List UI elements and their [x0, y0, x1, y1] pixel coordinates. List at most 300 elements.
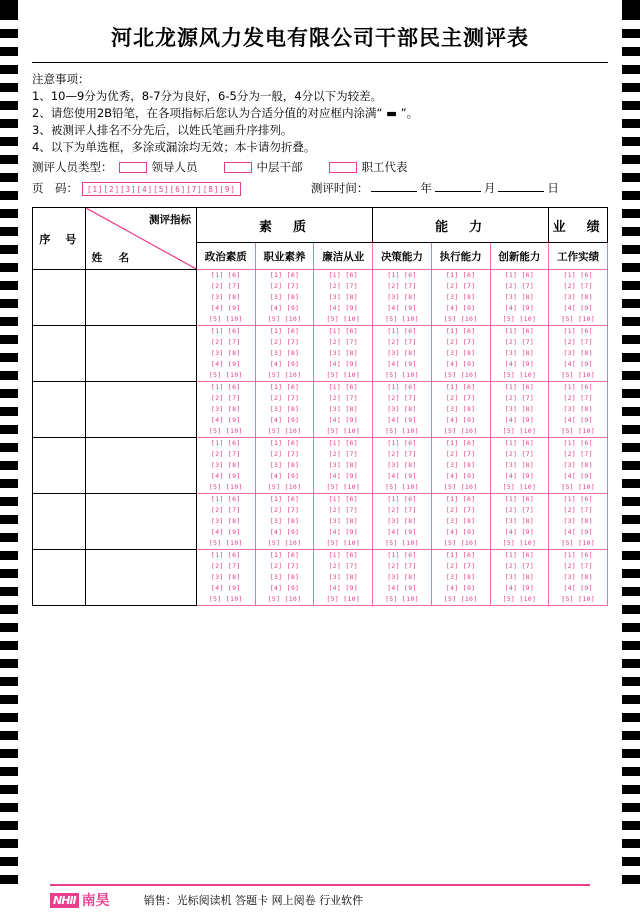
bubble-group-cell[interactable]	[255, 494, 314, 550]
bubble-option[interactable]: [1] [6]	[563, 327, 593, 335]
date-year-blank[interactable]	[371, 179, 417, 192]
bubble-option[interactable]: [1] [6]	[563, 439, 593, 447]
timing-mark	[0, 299, 18, 308]
timing-mark	[622, 713, 640, 722]
bubble-group-cell[interactable]	[549, 270, 608, 326]
bubble-option[interactable]: [4] [9]	[563, 304, 593, 312]
bubble-group-cell[interactable]	[490, 550, 549, 606]
bubble-option[interactable]: [1] [6]	[504, 495, 535, 503]
bubble-option[interactable]: [3] [8]	[328, 349, 358, 357]
bubble-option[interactable]: [5] [10]	[385, 483, 419, 491]
bubble-option[interactable]: [3] [8]	[387, 405, 417, 413]
bubble-option[interactable]: [4] [9]	[328, 360, 358, 368]
bubble-option[interactable]: [4] [9]	[387, 304, 417, 312]
bubble-option[interactable]: [4] [9]	[269, 584, 300, 592]
checkbox-icon[interactable]	[224, 162, 252, 173]
bubble-group-cell[interactable]	[431, 326, 490, 382]
bubble-option[interactable]: [2] [7]	[211, 282, 241, 290]
timing-mark	[0, 497, 18, 506]
bubble-group-cell[interactable]	[373, 326, 432, 382]
bubble-option[interactable]: [1] [6]	[328, 439, 358, 447]
bubble-group-cell[interactable]	[549, 438, 608, 494]
bubble-option[interactable]: [1] [6]	[211, 271, 241, 279]
bubble-group-cell[interactable]	[373, 550, 432, 606]
bubble-option[interactable]: [2] [7]	[387, 506, 417, 514]
bubble-option[interactable]: [3] [8]	[211, 293, 241, 301]
bubble-option[interactable]: [4] [9]	[563, 416, 593, 424]
bubble-option[interactable]: [1] [6]	[387, 551, 417, 559]
bubble-option[interactable]: [5] [10]	[502, 315, 537, 323]
bubble-option[interactable]: [2] [7]	[445, 450, 476, 458]
bubble-group-cell[interactable]	[549, 550, 608, 606]
bubble-option[interactable]: [2] [7]	[504, 506, 535, 514]
bubble-option[interactable]: [5] [10]	[443, 483, 478, 491]
bubble-group-cell[interactable]	[490, 382, 549, 438]
bubble-option[interactable]: [5] [10]	[208, 371, 243, 379]
timing-mark	[622, 119, 640, 128]
bubble-option[interactable]: [1] [6]	[269, 383, 300, 391]
bubble-option[interactable]: [3] [8]	[504, 405, 535, 413]
bubble-option[interactable]: [4] [9]	[328, 304, 358, 312]
table-row	[33, 438, 608, 494]
bubble-option[interactable]: [3] [8]	[269, 517, 300, 525]
bubble-option[interactable]: [3] [8]	[211, 405, 241, 413]
bubble-option[interactable]: [2] [7]	[269, 394, 300, 402]
date-unit-day: 日	[547, 181, 559, 195]
bubble-group-cell[interactable]	[490, 270, 549, 326]
bubble-option[interactable]: [3] [8]	[445, 405, 476, 413]
bubble-option[interactable]: [2] [7]	[211, 450, 241, 458]
bubble-option[interactable]: [3] [8]	[563, 293, 593, 301]
bubble-group-cell[interactable]	[549, 326, 608, 382]
bubble-option[interactable]: [5] [10]	[267, 427, 302, 435]
bubble-option[interactable]: [5] [10]	[208, 483, 243, 491]
bubble-option[interactable]: [5] [10]	[561, 483, 595, 491]
bubble-option[interactable]: [3] [8]	[504, 461, 535, 469]
bubble-option[interactable]: [3] [8]	[328, 405, 358, 413]
row-seq-cell[interactable]	[33, 326, 86, 382]
bubble-option[interactable]: [3] [8]	[328, 517, 358, 525]
bubble-group-cell[interactable]	[431, 550, 490, 606]
bubble-option[interactable]: [4] [9]	[328, 472, 358, 480]
bubble-option[interactable]: [5] [10]	[443, 371, 478, 379]
bubble-option[interactable]: [2] [7]	[504, 338, 535, 346]
row-name-cell[interactable]	[85, 382, 196, 438]
bubble-option[interactable]: [5] [10]	[561, 539, 595, 547]
bubble-option[interactable]: [2] [7]	[563, 282, 593, 290]
bubble-option[interactable]: [5] [10]	[561, 595, 595, 603]
bubble-option[interactable]: [4] [9]	[211, 472, 241, 480]
bubble-option[interactable]: [4] [9]	[211, 360, 241, 368]
bubble-option[interactable]: [5] [10]	[326, 427, 361, 435]
bubble-option[interactable]: [4] [9]	[387, 416, 417, 424]
timing-mark	[622, 155, 640, 164]
bubble-option[interactable]: [3] [8]	[563, 461, 593, 469]
bubble-group-cell[interactable]	[314, 550, 373, 606]
bubble-option[interactable]: [1] [6]	[504, 551, 535, 559]
page-number-bubbles[interactable]: [1][2][3][4][5][6][7][8][9]	[82, 182, 241, 196]
bubble-option[interactable]: [1] [6]	[504, 383, 535, 391]
bubble-option[interactable]: [2] [7]	[563, 394, 593, 402]
bubble-option[interactable]: [4] [9]	[328, 584, 358, 592]
bubble-option[interactable]: [5] [10]	[208, 539, 243, 547]
bubble-option[interactable]: [1] [6]	[269, 271, 300, 279]
timing-mark	[622, 407, 640, 416]
bubble-option[interactable]: [1] [6]	[328, 383, 358, 391]
bubble-option[interactable]: [1] [6]	[387, 383, 417, 391]
bubble-option[interactable]: [1] [6]	[504, 271, 535, 279]
bubble-option[interactable]: [3] [8]	[211, 573, 241, 581]
bubble-option[interactable]: [5] [10]	[326, 483, 361, 491]
bubble-group-cell[interactable]	[490, 438, 549, 494]
row-name-cell[interactable]	[85, 326, 196, 382]
date-month-blank[interactable]	[435, 179, 481, 192]
bubble-option[interactable]: [2] [7]	[563, 562, 593, 570]
bubble-option[interactable]: [2] [7]	[269, 506, 300, 514]
bubble-group-cell[interactable]	[490, 494, 549, 550]
bubble-option[interactable]: [2] [7]	[269, 282, 300, 290]
bubble-group-cell[interactable]	[431, 438, 490, 494]
bubble-option[interactable]: [2] [7]	[387, 282, 417, 290]
header-sub-0: 政治素质	[196, 243, 255, 270]
bubble-option[interactable]: [2] [7]	[328, 282, 358, 290]
bubble-option[interactable]: [1] [6]	[445, 495, 476, 503]
bubble-option[interactable]: [1] [6]	[445, 383, 476, 391]
evaluator-type-option-leader[interactable]	[119, 159, 198, 175]
bubble-option[interactable]: [3] [8]	[269, 573, 300, 581]
bubble-option[interactable]: [3] [8]	[504, 293, 535, 301]
bubble-option[interactable]: [4] [9]	[504, 528, 535, 536]
bubble-group-cell[interactable]	[549, 494, 608, 550]
timing-mark	[0, 731, 18, 740]
bubble-option[interactable]: [4] [9]	[387, 472, 417, 480]
bubble-option[interactable]: [1] [6]	[211, 327, 241, 335]
bubble-option[interactable]: [4] [9]	[387, 528, 417, 536]
bubble-option[interactable]: [1] [6]	[387, 271, 417, 279]
bubble-group-cell[interactable]	[255, 270, 314, 326]
bubble-option[interactable]: [3] [8]	[269, 349, 300, 357]
bubble-option[interactable]: [1] [6]	[269, 327, 300, 335]
timing-marks-left	[0, 0, 18, 918]
bubble-group-cell[interactable]	[373, 438, 432, 494]
bubble-option[interactable]: [2] [7]	[269, 562, 300, 570]
bubble-option[interactable]: [2] [7]	[211, 394, 241, 402]
bubble-group-cell[interactable]	[373, 382, 432, 438]
bubble-option[interactable]: [4] [9]	[445, 472, 476, 480]
bubble-option[interactable]: [5] [10]	[502, 595, 537, 603]
bubble-option[interactable]: [4] [9]	[211, 528, 241, 536]
bubble-option[interactable]: [1] [6]	[563, 271, 593, 279]
row-seq-cell[interactable]	[33, 270, 86, 326]
bubble-option[interactable]: [3] [8]	[563, 517, 593, 525]
evaluator-type-option-middle[interactable]	[224, 159, 303, 175]
bubble-option[interactable]: [4] [9]	[504, 584, 535, 592]
bubble-option[interactable]: [5] [10]	[443, 539, 478, 547]
bubble-option[interactable]: [5] [10]	[267, 539, 302, 547]
bubble-option[interactable]: [2] [7]	[445, 506, 476, 514]
bubble-group-cell[interactable]	[373, 270, 432, 326]
bubble-option[interactable]: [4] [9]	[211, 584, 241, 592]
evaluator-type-option-staff[interactable]	[329, 159, 408, 175]
bubble-option[interactable]: [3] [8]	[269, 461, 300, 469]
bubble-option[interactable]: [4] [9]	[211, 416, 241, 424]
bubble-group-cell[interactable]	[490, 326, 549, 382]
bubble-option[interactable]: [1] [6]	[211, 383, 241, 391]
bubble-group-cell[interactable]	[314, 270, 373, 326]
bubble-option[interactable]: [1] [6]	[563, 383, 593, 391]
bubble-group-cell[interactable]	[255, 550, 314, 606]
bubble-option[interactable]: [5] [10]	[326, 595, 361, 603]
bubble-option[interactable]: [4] [9]	[504, 472, 535, 480]
bubble-option[interactable]: [2] [7]	[504, 450, 535, 458]
bubble-option[interactable]: [1] [6]	[211, 495, 241, 503]
bubble-group-cell[interactable]	[431, 270, 490, 326]
header-sub-6: 工作实绩	[549, 243, 608, 270]
date-field[interactable]	[311, 179, 559, 196]
bubble-option[interactable]: [1] [6]	[328, 551, 358, 559]
bubble-option[interactable]: [4] [9]	[445, 416, 476, 424]
bubble-option[interactable]: [3] [8]	[504, 517, 535, 525]
bubble-group-cell[interactable]	[196, 382, 255, 438]
bubble-option[interactable]: [5] [10]	[561, 371, 595, 379]
bubble-option[interactable]: [3] [8]	[563, 573, 593, 581]
bubble-option[interactable]: [1] [6]	[563, 551, 593, 559]
bubble-option[interactable]: [2] [7]	[211, 338, 241, 346]
bubble-option[interactable]: [2] [7]	[387, 338, 417, 346]
bubble-option[interactable]: [3] [8]	[445, 573, 476, 581]
bubble-option[interactable]: [1] [6]	[269, 439, 300, 447]
bubble-option[interactable]: [5] [10]	[502, 483, 537, 491]
row-seq-cell[interactable]	[33, 438, 86, 494]
timing-mark-corner	[622, 0, 640, 20]
bubble-group-cell[interactable]	[314, 382, 373, 438]
bubble-option[interactable]: [5] [10]	[208, 427, 243, 435]
bubble-group-cell[interactable]	[255, 382, 314, 438]
bubble-option[interactable]: [1] [6]	[328, 271, 358, 279]
bubble-option[interactable]: [5] [10]	[385, 315, 419, 323]
timing-mark	[0, 155, 18, 164]
bubble-option[interactable]: [1] [6]	[269, 495, 300, 503]
checkbox-icon[interactable]	[119, 162, 147, 173]
row-seq-cell[interactable]	[33, 494, 86, 550]
bubble-option[interactable]: [5] [10]	[267, 595, 302, 603]
bubble-group-cell[interactable]	[196, 550, 255, 606]
bubble-option[interactable]: [3] [8]	[445, 461, 476, 469]
bubble-option[interactable]: [1] [6]	[211, 439, 241, 447]
bubble-option[interactable]: [2] [7]	[328, 506, 358, 514]
bubble-group-cell[interactable]	[314, 494, 373, 550]
bubble-option[interactable]: [2] [7]	[445, 282, 476, 290]
bubble-option[interactable]: [5] [10]	[561, 315, 595, 323]
bubble-option[interactable]: [2] [7]	[387, 450, 417, 458]
bubble-option[interactable]: [3] [8]	[387, 573, 417, 581]
bubble-option[interactable]: [3] [8]	[387, 517, 417, 525]
evaluator-type-option-label: 领导人员	[151, 160, 198, 174]
bubble-group-cell[interactable]	[373, 494, 432, 550]
bubble-option[interactable]: [1] [6]	[563, 495, 593, 503]
bubble-option[interactable]: [5] [10]	[267, 371, 302, 379]
bubble-option[interactable]: [1] [6]	[504, 439, 535, 447]
bubble-option[interactable]: [1] [6]	[387, 495, 417, 503]
bubble-option[interactable]: [3] [8]	[211, 461, 241, 469]
bubble-option[interactable]: [1] [6]	[445, 327, 476, 335]
bubble-option[interactable]: [2] [7]	[504, 394, 535, 402]
bubble-option[interactable]: [4] [9]	[328, 416, 358, 424]
bubble-option[interactable]: [4] [9]	[504, 416, 535, 424]
bubble-option[interactable]: [5] [10]	[385, 427, 419, 435]
bubble-group-cell[interactable]	[314, 438, 373, 494]
bubble-option[interactable]: [5] [10]	[208, 595, 243, 603]
bubble-option[interactable]: [3] [8]	[504, 573, 535, 581]
header-sub-4: 执行能力	[431, 243, 490, 270]
bubble-option[interactable]: [4] [9]	[563, 528, 593, 536]
bubble-option[interactable]: [2] [7]	[328, 450, 358, 458]
row-name-cell[interactable]	[85, 494, 196, 550]
bubble-group-cell[interactable]	[255, 326, 314, 382]
bubble-option[interactable]: [5] [10]	[561, 427, 595, 435]
timing-mark	[622, 263, 640, 272]
bubble-group-cell[interactable]	[196, 326, 255, 382]
bubble-option[interactable]: [1] [6]	[387, 327, 417, 335]
bubble-option[interactable]: [3] [8]	[328, 293, 358, 301]
bubble-option[interactable]: [1] [6]	[328, 495, 358, 503]
bubble-option[interactable]: [4] [9]	[387, 584, 417, 592]
bubble-option[interactable]: [3] [8]	[328, 573, 358, 581]
row-name-cell[interactable]	[85, 438, 196, 494]
bubble-option[interactable]: [1] [6]	[445, 551, 476, 559]
bubble-group-cell[interactable]	[314, 326, 373, 382]
bubble-option[interactable]: [4] [9]	[563, 584, 593, 592]
bubble-option[interactable]: [4] [9]	[504, 360, 535, 368]
bubble-option[interactable]: [5] [10]	[502, 427, 537, 435]
bubble-option[interactable]: [3] [8]	[269, 293, 300, 301]
bubble-option[interactable]: [1] [6]	[328, 327, 358, 335]
bubble-option[interactable]: [5] [10]	[385, 595, 419, 603]
bubble-option[interactable]: [3] [8]	[445, 517, 476, 525]
bubble-option[interactable]: [2] [7]	[445, 394, 476, 402]
bubble-option[interactable]: [5] [10]	[326, 315, 361, 323]
bubble-option[interactable]: [4] [9]	[445, 584, 476, 592]
bubble-option[interactable]: [2] [7]	[211, 506, 241, 514]
bubble-option[interactable]: [5] [10]	[502, 371, 537, 379]
bubble-option[interactable]: [4] [9]	[563, 360, 593, 368]
bubble-option[interactable]: [5] [10]	[208, 315, 243, 323]
row-name-cell[interactable]	[85, 270, 196, 326]
note-item-1: 1、10—9分为优秀，8-7分为良好，6-5分为一般，4分以下为较差。	[32, 89, 383, 103]
bubble-option[interactable]: [1] [6]	[445, 439, 476, 447]
notes-section	[32, 71, 608, 156]
brand-name: 南昊	[81, 893, 110, 909]
bubble-option[interactable]: [5] [10]	[385, 539, 419, 547]
timing-mark	[622, 335, 640, 344]
bubble-option[interactable]: [4] [9]	[445, 360, 476, 368]
bubble-option[interactable]: [5] [10]	[502, 539, 537, 547]
bubble-option[interactable]: [3] [8]	[211, 349, 241, 357]
timing-mark	[0, 101, 18, 110]
bubble-option[interactable]: [4] [9]	[269, 528, 300, 536]
bubble-group-cell[interactable]	[196, 438, 255, 494]
bubble-group-cell[interactable]	[431, 382, 490, 438]
bubble-option[interactable]: [3] [8]	[563, 349, 593, 357]
bubble-option[interactable]: [4] [9]	[445, 304, 476, 312]
bubble-option[interactable]: [5] [10]	[443, 427, 478, 435]
bubble-option[interactable]: [3] [8]	[563, 405, 593, 413]
bubble-option[interactable]: [4] [9]	[445, 528, 476, 536]
timing-mark	[0, 281, 18, 290]
bubble-group-cell[interactable]	[196, 270, 255, 326]
row-seq-cell[interactable]	[33, 550, 86, 606]
bubble-option[interactable]: [1] [6]	[504, 327, 535, 335]
bubble-option[interactable]: [2] [7]	[387, 562, 417, 570]
bubble-option[interactable]: [5] [10]	[267, 483, 302, 491]
bubble-option[interactable]: [2] [7]	[504, 562, 535, 570]
bubble-option[interactable]: [5] [10]	[267, 315, 302, 323]
bubble-option[interactable]: [1] [6]	[445, 271, 476, 279]
row-name-cell[interactable]	[85, 550, 196, 606]
timing-mark	[622, 443, 640, 452]
row-seq-cell[interactable]	[33, 382, 86, 438]
bubble-group-cell[interactable]	[196, 494, 255, 550]
bubble-option[interactable]: [4] [9]	[387, 360, 417, 368]
bubble-option[interactable]: [3] [8]	[328, 461, 358, 469]
bubble-option[interactable]: [3] [8]	[387, 461, 417, 469]
bubble-option[interactable]: [4] [9]	[269, 304, 300, 312]
bubble-option[interactable]: [4] [9]	[269, 416, 300, 424]
bubble-option[interactable]: [2] [7]	[211, 562, 241, 570]
bubble-option[interactable]: [3] [8]	[445, 293, 476, 301]
bubble-option[interactable]: [5] [10]	[326, 371, 361, 379]
bubble-option[interactable]: [4] [9]	[328, 528, 358, 536]
bubble-option[interactable]: [4] [9]	[504, 304, 535, 312]
bubble-option[interactable]: [3] [8]	[269, 405, 300, 413]
bubble-option[interactable]: [4] [9]	[269, 360, 300, 368]
bubble-option[interactable]: [5] [10]	[443, 315, 478, 323]
bubble-option[interactable]: [4] [9]	[211, 304, 241, 312]
bubble-option[interactable]: [4] [9]	[563, 472, 593, 480]
bubble-option[interactable]: [3] [8]	[387, 293, 417, 301]
checkbox-icon[interactable]	[329, 162, 357, 173]
bubble-option[interactable]: [1] [6]	[387, 439, 417, 447]
bubble-option[interactable]: [2] [7]	[328, 338, 358, 346]
bubble-group-cell[interactable]	[431, 494, 490, 550]
bubble-option[interactable]: [1] [6]	[211, 551, 241, 559]
bubble-option[interactable]: [2] [7]	[269, 450, 300, 458]
bubble-option[interactable]: [5] [10]	[326, 539, 361, 547]
bubble-option[interactable]: [5] [10]	[443, 595, 478, 603]
date-day-blank[interactable]	[498, 179, 544, 192]
bubble-option[interactable]: [2] [7]	[387, 394, 417, 402]
bubble-option[interactable]: [2] [7]	[504, 282, 535, 290]
timing-mark	[622, 677, 640, 686]
bubble-option[interactable]: [5] [10]	[385, 371, 419, 379]
bubble-option[interactable]: [3] [8]	[445, 349, 476, 357]
bubble-option[interactable]: [2] [7]	[328, 394, 358, 402]
bubble-option[interactable]: [2] [7]	[563, 506, 593, 514]
bubble-option[interactable]: [3] [8]	[387, 349, 417, 357]
bubble-option[interactable]: [2] [7]	[445, 562, 476, 570]
bubble-option[interactable]: [2] [7]	[328, 562, 358, 570]
bubble-option[interactable]: [2] [7]	[563, 450, 593, 458]
bubble-group-cell[interactable]	[549, 382, 608, 438]
bubble-option[interactable]: [1] [6]	[269, 551, 300, 559]
bubble-group-cell[interactable]	[255, 438, 314, 494]
bubble-option[interactable]: [4] [9]	[269, 472, 300, 480]
bubble-option[interactable]: [2] [7]	[563, 338, 593, 346]
bubble-option[interactable]: [2] [7]	[269, 338, 300, 346]
bubble-option[interactable]: [3] [8]	[211, 517, 241, 525]
bubble-option[interactable]: [2] [7]	[445, 338, 476, 346]
bubble-option[interactable]: [3] [8]	[504, 349, 535, 357]
